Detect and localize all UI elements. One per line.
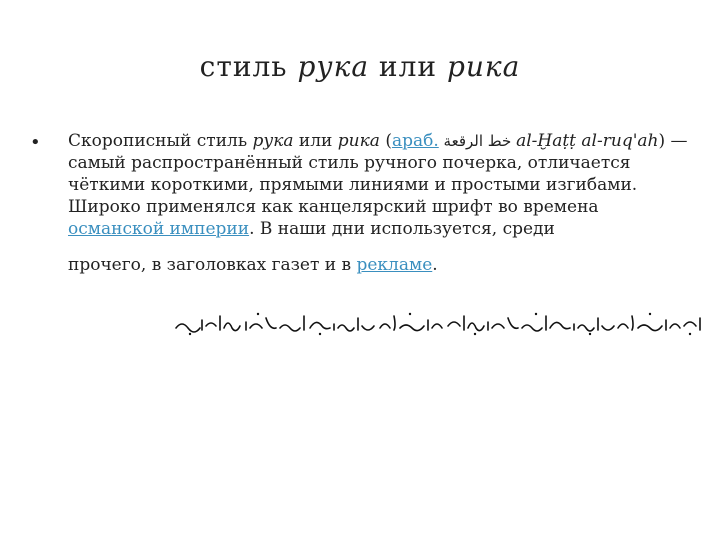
body-paragraph [68,130,688,240]
para-text-5: . В наши дни используется, среди [249,219,555,239]
para-ruka: рука [252,131,294,151]
transliteration: al-Ḫaṭṭ al-ruq'ah [516,131,659,151]
link-arab[interactable]: араб. [391,131,439,151]
para-text-2: или [293,131,338,151]
ruqah-calligraphy-image [170,308,708,338]
para-rika: рика [337,131,380,151]
title-ruka: рука [297,50,370,83]
para2-text-1: прочего, в заголовках газет и в [68,255,357,275]
title-text-2: или [369,50,447,83]
para-text-4: ) — самый распространённый стиль ручного почерка, отличается чёткими короткими, прямыми линиями и простыми изгибами. Широко применялся как канцелярский шрифт во времена [68,131,688,217]
link-advertising[interactable]: рекламе [356,255,433,275]
bullet-point: • [30,132,41,153]
link-ottoman-empire[interactable]: османской империи [68,219,250,239]
arabic-name: خط الرقعة [438,132,517,150]
para-text-3: ( [379,131,392,151]
title-text-1: стиль [199,50,298,83]
para-text-1: Скорописный стиль [68,131,253,151]
slide-title [0,50,720,83]
body-paragraph-continued [68,254,688,276]
para2-text-2: . [432,255,438,275]
title-rika: рика [446,50,521,83]
